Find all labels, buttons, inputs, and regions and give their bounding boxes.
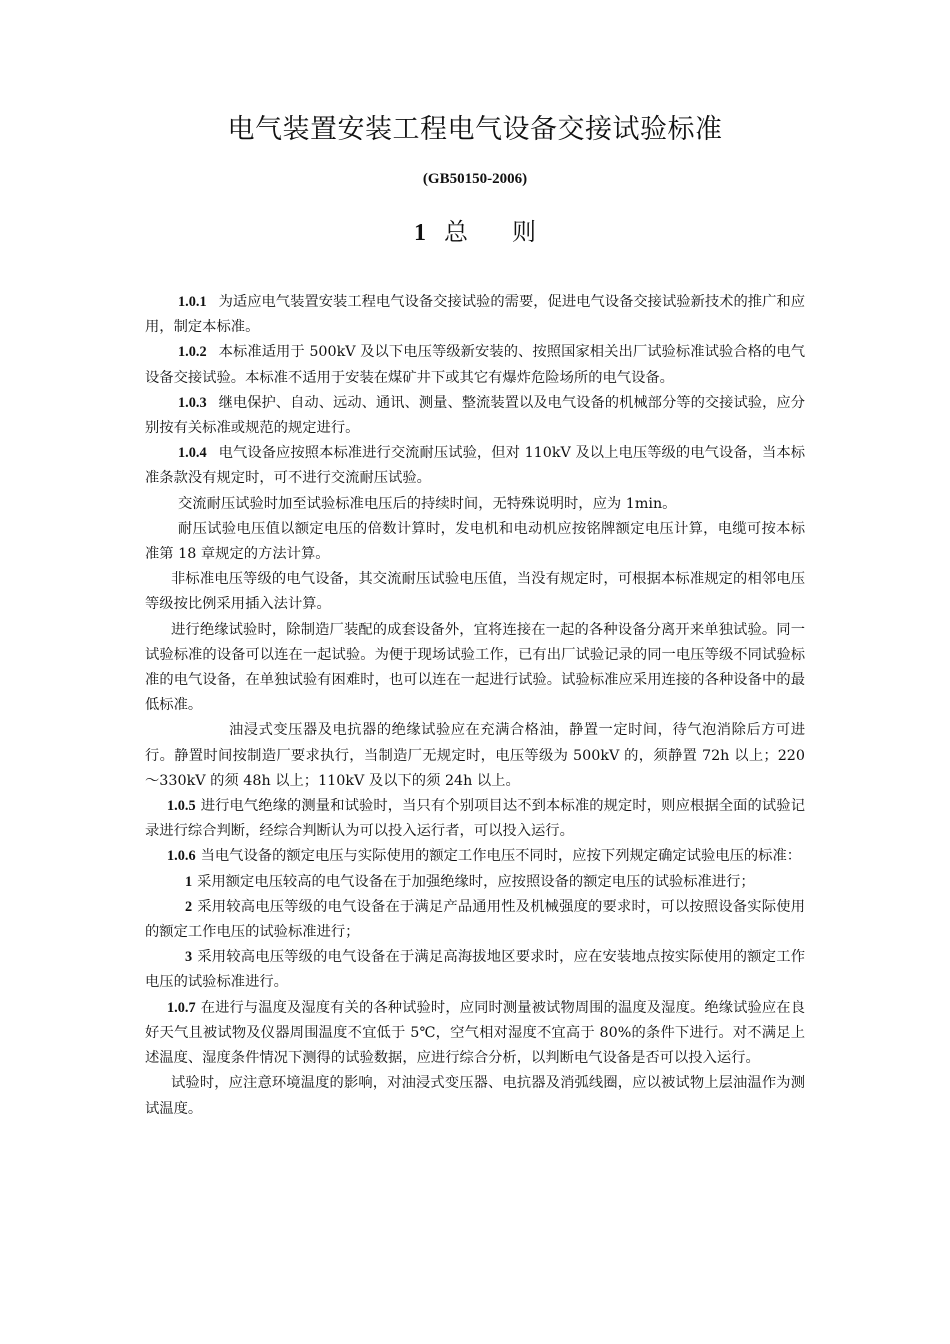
- paragraph-1-0-5: [145, 794, 805, 844]
- paragraph-text: 采用较高电压等级的电气设备在于满足产品通用性及机械强度的要求时，可以按照设备实际使用的额定工作电压的试验标准进行；: [145, 898, 805, 941]
- chapter-title: 总则: [444, 218, 580, 246]
- paragraph-text: 为适应电气装置安装工程电气设备交接试验的需要，促进电气设备交接试验新技术的推广和应用，制定本标准。: [145, 294, 805, 336]
- paragraph-ambient-temperature: [145, 1071, 805, 1121]
- document-body: [145, 290, 805, 1122]
- clause-number: 1.0.6: [167, 848, 196, 865]
- paragraph-text: 在进行与温度及湿度有关的各种试验时，应同时测量被试物周围的温度及湿度。绝缘试验应在良好天气且被试物及仪器周围温度不宜低于 5℃，空气相对湿度不宜高于 80%的条件下进行。对不满足上述温度、湿度条件情况下测得的试验数据，应进行综合分析，以判断电气设备是否可以投入运行。: [145, 999, 805, 1067]
- clause-number: 1.0.7: [167, 999, 196, 1016]
- chapter-heading: [0, 214, 950, 251]
- paragraph-text: 采用较高电压等级的电气设备在于满足高海拔地区要求时，应在安装地点按实际使用的额定工作电压的试验标准进行。: [145, 949, 805, 991]
- paragraph-text: 非标准电压等级的电气设备，其交流耐压试验电压值，当没有规定时，可根据本标准规定的相邻电压等级按比例采用插入法计算。: [145, 571, 805, 613]
- list-item-2: [145, 895, 805, 945]
- paragraph-text: 采用额定电压较高的电气设备在于加强绝缘时，应按照设备的额定电压的试验标准进行；: [197, 873, 755, 890]
- clause-number: 1.0.5: [167, 798, 196, 815]
- clause-number: 1.0.4: [178, 445, 207, 462]
- paragraph-text: 进行绝缘试验时，除制造厂装配的成套设备外，宜将连接在一起的各种设备分离开来单独试验。同一试验标准的设备可以连在一起试验。为便于现场试验工作，已有出厂试验记录的同一电压等级不同试验标准的电气设备，在单独试验有困难时，也可以连在一起进行试验。试验标准应采用连接的各种设备中的最低标准。: [145, 621, 805, 714]
- list-item-3: [145, 945, 805, 995]
- paragraph-insulation-test: [145, 618, 805, 719]
- clause-number: 1.0.1: [178, 294, 207, 310]
- clause-number: 1.0.2: [178, 344, 207, 361]
- paragraph-ac-withstand-duration: [145, 492, 805, 517]
- paragraph-1-0-7: [145, 996, 805, 1072]
- clause-number: 1.0.3: [178, 394, 207, 411]
- paragraph-text: 进行电气绝缘的测量和试验时，当只有个别项目达不到本标准的规定时，则应根据全面的试验记录进行综合判断，经综合判断认为可以投入运行者，可以投入运行。: [145, 798, 805, 840]
- chapter-number: 1: [414, 220, 426, 246]
- paragraph-text: 本标准适用于 500kV 及以下电压等级新安装的、按照国家相关出厂试验标准试验合格的电气设备交接试验。本标准不适用于安装在煤矿井下或其它有爆炸危险场所的电气设备。: [145, 344, 805, 386]
- paragraph-text: 交流耐压试验时加至试验标准电压后的持续时间，无特殊说明时，应为 1min。: [178, 495, 677, 512]
- paragraph-oil-transformer: [145, 718, 805, 794]
- paragraph-1-0-4: [145, 441, 805, 491]
- standard-code: (GB50150-2006): [422, 171, 528, 187]
- item-number: 2: [185, 898, 193, 915]
- paragraph-withstand-voltage-multiple: [145, 517, 805, 567]
- paragraph-text: 油浸式变压器及电抗器的绝缘试验应在充满合格油，静置一定时间，待气泡消除后方可进行。静置时间按制造厂要求执行，当制造厂无规定时，电压等级为 500kV 的，须静置 72h 以上；220～330kV 的须 48h 以上；110kV 及以下的须 24h 以上。: [145, 722, 805, 789]
- paragraph-nonstandard-voltage: [145, 567, 805, 617]
- paragraph-text: 电气设备应按照本标准进行交流耐压试验，但对 110kV 及以上电压等级的电气设备，当本标准条款没有规定时，可不进行交流耐压试验。: [145, 445, 805, 487]
- paragraph-text: 耐压试验电压值以额定电压的倍数计算时，发电机和电动机应按铭牌额定电压计算，电缆可按本标准第 18 章规定的方法计算。: [145, 520, 805, 563]
- paragraph-1-0-6: [145, 844, 805, 869]
- paragraph-1-0-1: [145, 290, 805, 340]
- paragraph-text: 当电气设备的额定电压与实际使用的额定工作电压不同时，应按下列规定确定试验电压的标准：: [200, 848, 802, 865]
- paragraph-text: 继电保护、自动、远动、通讯、测量、整流装置以及电气设备的机械部分等的交接试验，应分别按有关标准或规范的规定进行。: [145, 394, 805, 437]
- paragraph-1-0-3: [145, 391, 805, 441]
- item-number: 1: [185, 873, 193, 890]
- list-item-1: [145, 870, 805, 895]
- paragraph-text: 试验时，应注意环境温度的影响，对油浸式变压器、电抗器及消弧线圈，应以被试物上层油温作为测试温度。: [145, 1075, 805, 1117]
- paragraph-1-0-2: [145, 340, 805, 390]
- item-number: 3: [185, 949, 193, 966]
- document-title: 电气装置安装工程电气设备交接试验标准: [227, 114, 723, 145]
